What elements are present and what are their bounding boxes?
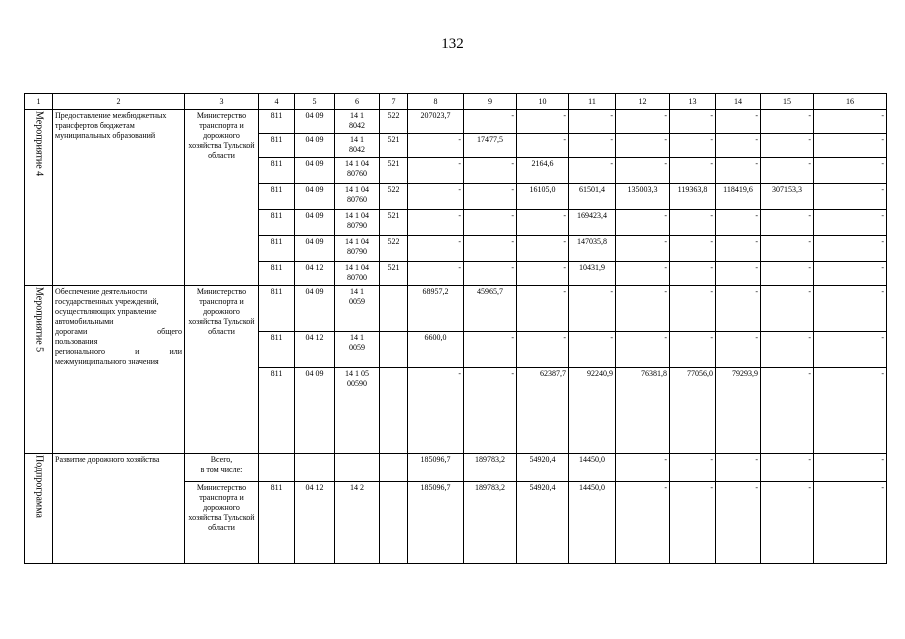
value-cell: - xyxy=(517,110,569,134)
value-cell: - xyxy=(670,134,716,158)
value-cell: 2164,6 xyxy=(517,158,569,184)
value-cell: - xyxy=(464,368,517,454)
value-cell: - xyxy=(517,286,569,332)
value-cell: 14450,0 xyxy=(569,482,616,564)
description-line: Обеспечение деятельности государственных учреждений, осуществляющих управление автомобильными xyxy=(55,287,159,326)
total-row xyxy=(25,454,887,482)
empty-cell xyxy=(295,454,335,482)
value-cell: 307153,3 xyxy=(761,184,814,210)
code-expense: 522 xyxy=(380,184,408,210)
value-cell: - xyxy=(716,454,761,482)
code-target: 14 2 xyxy=(335,482,380,564)
code-section: 04 09 xyxy=(295,236,335,262)
col-header: 5 xyxy=(295,94,335,110)
value-cell: 45965,7 xyxy=(464,286,517,332)
value-cell: - xyxy=(408,262,464,286)
table-row xyxy=(25,286,887,332)
value-cell: 76381,8 xyxy=(616,368,670,454)
value-cell: - xyxy=(616,158,670,184)
value-cell: - xyxy=(616,210,670,236)
col-header: 12 xyxy=(616,94,670,110)
value-cell: 17477,5 xyxy=(464,134,517,158)
value-cell: - xyxy=(716,134,761,158)
code-admin: 811 xyxy=(259,210,295,236)
value-cell: 79293,9 xyxy=(716,368,761,454)
section-label xyxy=(25,286,53,454)
responsible-org: Министерство транспорта и дорожного хозяйства Тульской области xyxy=(185,482,259,564)
code-target: 14 1 8042 xyxy=(335,134,380,158)
section-label-text: Мероприятие 4 xyxy=(33,111,45,177)
col-header: 6 xyxy=(335,94,380,110)
value-cell: 189783,2 xyxy=(464,482,517,564)
value-cell: - xyxy=(670,332,716,368)
budget-table xyxy=(24,93,887,564)
section-label-text: Мероприятие 5 xyxy=(33,287,45,353)
code-expense: 521 xyxy=(380,210,408,236)
value-cell: - xyxy=(464,236,517,262)
value-cell: - xyxy=(616,454,670,482)
value-cell: - xyxy=(814,262,887,286)
code-section: 04 12 xyxy=(295,332,335,368)
value-cell: - xyxy=(761,286,814,332)
code-admin: 811 xyxy=(259,158,295,184)
code-admin: 811 xyxy=(259,184,295,210)
value-cell: 185096,7 xyxy=(408,482,464,564)
empty-cell xyxy=(335,454,380,482)
value-cell: - xyxy=(670,236,716,262)
value-cell: - xyxy=(464,262,517,286)
code-target: 14 1 8042 xyxy=(335,110,380,134)
code-expense xyxy=(380,368,408,454)
value-cell: - xyxy=(761,482,814,564)
value-cell: - xyxy=(716,482,761,564)
code-admin: 811 xyxy=(259,262,295,286)
col-header: 16 xyxy=(814,94,887,110)
section-label xyxy=(25,454,53,564)
col-header: 4 xyxy=(259,94,295,110)
col-header: 14 xyxy=(716,94,761,110)
value-cell: - xyxy=(761,332,814,368)
code-target: 14 1 04 80790 xyxy=(335,236,380,262)
value-cell: 135003,3 xyxy=(616,184,670,210)
value-cell: - xyxy=(761,158,814,184)
value-cell: 118419,6 xyxy=(716,184,761,210)
value-cell: 207023,7 xyxy=(408,110,464,134)
value-cell: - xyxy=(464,110,517,134)
page-number: 132 xyxy=(441,36,464,52)
value-cell: - xyxy=(814,482,887,564)
value-cell: - xyxy=(517,134,569,158)
description-line: регионального и или xyxy=(55,347,182,356)
value-cell: - xyxy=(670,158,716,184)
code-expense: 521 xyxy=(380,134,408,158)
code-section: 04 09 xyxy=(295,368,335,454)
value-cell: - xyxy=(569,332,616,368)
event-description: Предоставление межбюджетных трансфертов бюджетам муниципальных образований xyxy=(53,110,185,286)
value-cell: - xyxy=(761,368,814,454)
value-cell: - xyxy=(670,482,716,564)
block-subprogram xyxy=(25,454,887,564)
value-cell: - xyxy=(761,210,814,236)
value-cell: 61501,4 xyxy=(569,184,616,210)
value-cell: - xyxy=(408,184,464,210)
value-cell: - xyxy=(761,110,814,134)
value-cell: 6600,0 xyxy=(408,332,464,368)
col-header: 15 xyxy=(761,94,814,110)
value-cell: - xyxy=(814,158,887,184)
value-cell: - xyxy=(408,236,464,262)
value-cell: - xyxy=(814,332,887,368)
value-cell: 10431,9 xyxy=(569,262,616,286)
value-cell: - xyxy=(616,262,670,286)
code-admin: 811 xyxy=(259,110,295,134)
value-cell: - xyxy=(517,332,569,368)
code-admin: 811 xyxy=(259,134,295,158)
code-section: 04 09 xyxy=(295,158,335,184)
code-section: 04 09 xyxy=(295,184,335,210)
value-cell: - xyxy=(716,110,761,134)
code-target: 14 1 04 80700 xyxy=(335,262,380,286)
value-cell: - xyxy=(464,158,517,184)
value-cell: 77056,0 xyxy=(670,368,716,454)
value-cell: - xyxy=(670,454,716,482)
responsible-org: Министерство транспорта и дорожного хозяйства Тульской области xyxy=(185,110,259,286)
value-cell: - xyxy=(814,286,887,332)
value-cell: - xyxy=(670,286,716,332)
col-header: 2 xyxy=(53,94,185,110)
description-line: межмуниципального значения xyxy=(55,357,159,366)
value-cell: - xyxy=(616,482,670,564)
col-header: 8 xyxy=(408,94,464,110)
value-cell: - xyxy=(569,286,616,332)
code-expense xyxy=(380,482,408,564)
value-cell: - xyxy=(761,134,814,158)
value-cell: - xyxy=(616,134,670,158)
empty-cell xyxy=(259,454,295,482)
value-cell: - xyxy=(616,236,670,262)
value-cell: - xyxy=(616,332,670,368)
value-cell: - xyxy=(670,262,716,286)
col-header: 10 xyxy=(517,94,569,110)
value-cell: - xyxy=(814,210,887,236)
event-description xyxy=(53,286,185,454)
value-cell: - xyxy=(814,184,887,210)
code-admin: 811 xyxy=(259,286,295,332)
value-cell: 68957,2 xyxy=(408,286,464,332)
value-cell: - xyxy=(761,236,814,262)
value-cell: - xyxy=(716,286,761,332)
col-header: 11 xyxy=(569,94,616,110)
code-expense: 522 xyxy=(380,110,408,134)
code-admin: 811 xyxy=(259,482,295,564)
value-cell: - xyxy=(464,210,517,236)
value-cell: - xyxy=(569,158,616,184)
value-cell: - xyxy=(716,158,761,184)
value-cell: - xyxy=(761,262,814,286)
value-cell: 16105,0 xyxy=(517,184,569,210)
value-cell: 119363,8 xyxy=(670,184,716,210)
value-cell: 62387,7 xyxy=(517,368,569,454)
code-admin: 811 xyxy=(259,368,295,454)
value-cell: - xyxy=(464,332,517,368)
value-cell: 169423,4 xyxy=(569,210,616,236)
value-cell: - xyxy=(716,262,761,286)
code-section: 04 12 xyxy=(295,482,335,564)
code-expense xyxy=(380,332,408,368)
code-target: 14 1 0059 xyxy=(335,286,380,332)
value-cell: - xyxy=(408,210,464,236)
value-cell: - xyxy=(814,236,887,262)
code-target: 14 1 04 80760 xyxy=(335,184,380,210)
value-cell: - xyxy=(569,110,616,134)
header-row xyxy=(25,94,887,110)
block-event-4 xyxy=(25,110,887,286)
section-label xyxy=(25,110,53,286)
responsible-org: Министерство транспорта и дорожного хозяйства Тульской области xyxy=(185,286,259,454)
value-cell: - xyxy=(716,210,761,236)
code-target: 14 1 04 80790 xyxy=(335,210,380,236)
code-section: 04 12 xyxy=(295,262,335,286)
value-cell: 54920,4 xyxy=(517,482,569,564)
code-expense: 521 xyxy=(380,262,408,286)
value-cell: - xyxy=(814,134,887,158)
value-cell: - xyxy=(814,454,887,482)
value-cell: - xyxy=(761,454,814,482)
value-cell: - xyxy=(814,110,887,134)
block-event-5 xyxy=(25,286,887,454)
col-header: 13 xyxy=(670,94,716,110)
description-line: пользования xyxy=(55,337,98,346)
subprogram-description: Развитие дорожного хозяйства xyxy=(53,454,185,564)
code-target: 14 1 05 00590 xyxy=(335,368,380,454)
value-cell: - xyxy=(616,110,670,134)
value-cell: - xyxy=(814,368,887,454)
value-cell: - xyxy=(670,210,716,236)
value-cell: - xyxy=(408,158,464,184)
code-admin: 811 xyxy=(259,236,295,262)
value-cell: - xyxy=(716,236,761,262)
description-line: дорогами общего xyxy=(55,327,182,336)
code-expense: 522 xyxy=(380,236,408,262)
col-header: 7 xyxy=(380,94,408,110)
value-cell: - xyxy=(408,134,464,158)
col-header: 1 xyxy=(25,94,53,110)
value-cell: - xyxy=(616,286,670,332)
value-cell: 14450,0 xyxy=(569,454,616,482)
code-section: 04 09 xyxy=(295,286,335,332)
code-section: 04 09 xyxy=(295,110,335,134)
code-expense xyxy=(380,286,408,332)
value-cell: - xyxy=(517,236,569,262)
value-cell: 92240,9 xyxy=(569,368,616,454)
code-target: 14 1 04 80760 xyxy=(335,158,380,184)
code-expense: 521 xyxy=(380,158,408,184)
code-admin: 811 xyxy=(259,332,295,368)
value-cell: 185096,7 xyxy=(408,454,464,482)
col-header: 9 xyxy=(464,94,517,110)
value-cell: - xyxy=(716,332,761,368)
value-cell: 54920,4 xyxy=(517,454,569,482)
value-cell: 189783,2 xyxy=(464,454,517,482)
code-section: 04 09 xyxy=(295,210,335,236)
value-cell: - xyxy=(464,184,517,210)
total-label: Всего, в том числе: xyxy=(185,454,259,482)
value-cell: - xyxy=(517,262,569,286)
code-section: 04 09 xyxy=(295,134,335,158)
table-row xyxy=(25,110,887,134)
code-target: 14 1 0059 xyxy=(335,332,380,368)
value-cell: - xyxy=(408,368,464,454)
col-header: 3 xyxy=(185,94,259,110)
value-cell: - xyxy=(517,210,569,236)
empty-cell xyxy=(380,454,408,482)
value-cell: - xyxy=(569,134,616,158)
value-cell: 147035,8 xyxy=(569,236,616,262)
section-label-text: Подпрограмма xyxy=(33,455,45,518)
value-cell: - xyxy=(670,110,716,134)
